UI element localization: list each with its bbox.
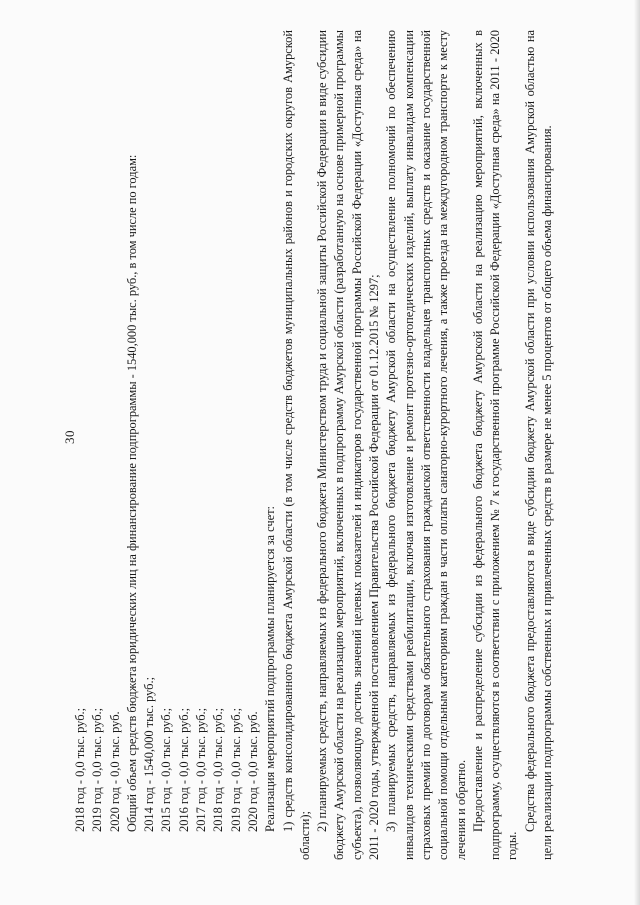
funding-item-1: 1) средств консолидированного бюджета Амурской области (в том числе средств бюджетов муниципальных районов и городских округов Амурской области);	[280, 30, 312, 860]
funding-item-3: 3) планируемых средств, направляемых из федерального бюджета бюджету Амурской области на осуществление полномочий по обеспечению инвалидов техническими средствами реабилитации, включая изготовление и ремонт протезно-ортопедических изделий, выплату инвалидам компенсации страховых премий по договорам обязательного страхования гражданской ответственности владельцев транспортных средств и оказание государственной социальной помощи отдельным категориям граждан в части оплаты санаторно-курортного лечения, а также проезда на междугородном транспорте к месту лечения и обратно.	[384, 30, 468, 860]
year-line: 2015 год - 0,0 тыс. руб.;	[159, 707, 174, 832]
total-juridical-paragraph: Общий объем средств бюджета юридических лиц на финансирование подпрограммы - 1540,000 тыс. руб., в том числе по годам:	[124, 154, 139, 832]
year-line: 2018 год - 0,0 тыс. руб.;	[73, 707, 87, 832]
document-text-block	[72, 30, 592, 860]
year-list-a	[72, 30, 124, 860]
year-line: 2014 год - 1540,000 тыс. руб.;	[142, 676, 157, 832]
year-line: 2020 год - 0,0 тыс. руб.	[245, 711, 260, 832]
funding-item-2: 2) планируемых средств, направляемых из федерального бюджета Министерством труда и социальной защиты Российской Федерации в виде субсидии бюджету Амурской области на реализацию мероприятий, включенных в подпрограмму Амурской области (разработанную на основе примерной программы субъекта), позволяющую достичь значений целевых показателей и индикаторов государственной программы Российской Федерации «Доступная среда» на 2011 - 2020 годы, утвержденной постановлением Правительства Российской Федерации от 01.12.2015 № 1297;	[315, 30, 382, 860]
year-line: 2020 год - 0,0 тыс. руб.	[107, 711, 122, 832]
distribution-paragraph: Предоставление и распределение субсидии из федерального бюджета бюджету Амурской области на реализацию мероприятий, включенных в подпрограмму, осуществляются в соответствии с приложением № 7 к государственной программе Российской Федерации «Доступная среда» на 2011 - 2020 годы.	[470, 30, 520, 860]
realization-intro: Реализация мероприятий подпрограммы планируется за счет:	[263, 506, 278, 832]
year-line: 2019 год - 0,0 тыс. руб.;	[228, 707, 243, 832]
funds-paragraph: Средства федерального бюджета предоставляются в виде субсидии бюджету Амурской области при условии использования Амурской областью на цели реализации подпрограммы собственных и привлеченных средств в размере не менее 5 процентов от общего объема финансирования.	[522, 30, 555, 860]
scan-edge-shadow	[634, 0, 640, 905]
year-line: 2019 год - 0,0 тыс. руб.;	[90, 707, 105, 832]
year-list-b	[141, 30, 262, 860]
year-line: 2016 год - 0,0 тыс. руб.;	[176, 707, 191, 832]
page-number: 30	[62, 430, 77, 444]
year-line: 2017 год - 0,0 тыс. руб.;	[194, 707, 209, 832]
year-line: 2018 год - 0,0 тыс. руб.;	[211, 707, 226, 832]
